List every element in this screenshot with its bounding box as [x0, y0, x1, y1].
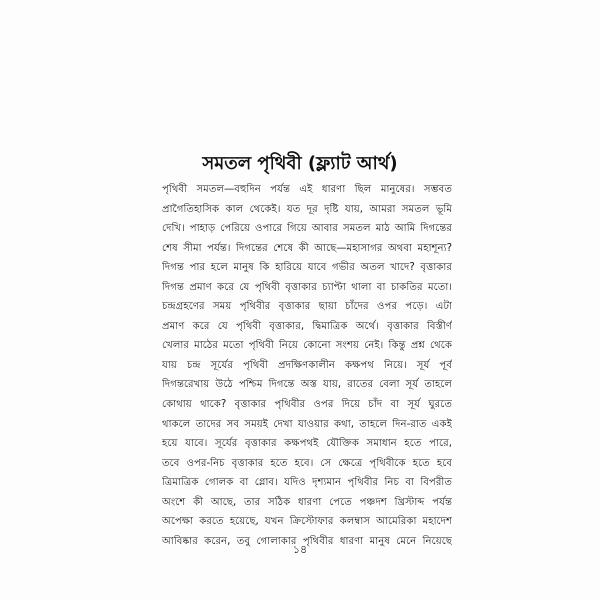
text-line: তবে ওপর-নিচ বৃত্তাকার হতে হবে। সে ক্ষেত্রে পৃথিবীকে হতে হবে [162, 457, 452, 469]
text-line: হয়ে যাবে। সূর্যের বৃত্তাকার কক্ষপথই যৌক্তিক সমাধান হতে পারে, [162, 438, 452, 450]
chapter-title: সমতল পৃথিবী (ফ্ল্যাট আর্থ) [202, 153, 398, 174]
text-line: যায় চন্দ্র সূর্যের পৃথিবী প্রদক্ষিণকালীন কক্ষপথ নিয়ে। সূর্য পূর্ব [162, 359, 452, 371]
text-line: অংশে কী আছে, তার সঠিক ধারণা পেতে পঞ্চদশ খ্রিস্টাব্দ পর্যন্ত [162, 496, 452, 508]
text-line: দিগন্ত প্রমাণ করে যে পৃথিবী বৃত্তাকার চ্যাপ্টা থালা বা চাকতির মতো। [162, 281, 452, 293]
text-line: দিগন্তরেখায় উঠে পশ্চিম দিগন্তে অস্ত যায়, রাতের বেলা সূর্য তাহলে [162, 379, 452, 391]
body-paragraph [162, 180, 452, 551]
text-line: শেষ সীমা পর্যন্ত। দিগন্তের শেষে কী আছে—মহাসাগর অথবা মহাশূন্য? [162, 242, 452, 254]
text-line: প্রাগৈতিহাসিক কাল থেকেই। যত দূর দৃষ্টি যায়, আমরা সমতল ভূমি [162, 203, 452, 215]
text-line: ত্রিমাত্রিক গোলক বা গ্লোব। যদিও দৃশ্যমান পৃথিবীর নিচ বা বিপরীত [162, 477, 452, 489]
text-line: কোথায় থাকে? বৃত্তাকার পৃথিবীর ওপর দিয়ে চাঁদ বা সূর্য ঘুরতে [162, 399, 452, 411]
text-line: দেখি। পাহাড় পেরিয়ে ওপারে গিয়ে আবার সমতল মাঠ আমি দিগন্তের [162, 223, 452, 235]
page-number: ১৪ [292, 543, 308, 556]
text-line: থাকলে তাদের সব সময়ই দেখা যাওয়ার কথা, তাহলে দিন-রাত একই [162, 418, 452, 430]
text-line: চন্দ্রগ্রহণের সময় পৃথিবীর বৃত্তাকার ছায়া চাঁদের ওপর পড়ে। এটা [162, 301, 452, 313]
text-line: খেলার মাঠের মতো পৃথিবী নিয়ে কোনো সংশয় নেই। কিন্তু প্রশ্ন থেকে [162, 340, 452, 352]
text-line: পৃথিবী সমতল—বহুদিন পর্যন্ত এই ধারণা ছিল মানুষের। সম্ভবত [162, 184, 452, 195]
text-line: আবিষ্কার করেন, তবু গোলাকার পৃথিবীর ধারণা মানুষ মেনে নিয়েছে [162, 535, 452, 547]
text-line: দিগন্ত পার হলে মানুষ কি হারিয়ে যাবে গভীর অতল খাদে? বৃত্তাকার [162, 262, 452, 274]
text-line: অপেক্ষা করতে হয়েছে, যখন ক্রিস্টোফার কলম্বাস আমেরিকা মহাদেশ [162, 516, 452, 528]
text-line: প্রমাণ করে যে পৃথিবী বৃত্তাকার, দ্বিমাত্রিক অর্থে। বৃত্তাকার বিস্তীর্ণ [162, 320, 452, 332]
